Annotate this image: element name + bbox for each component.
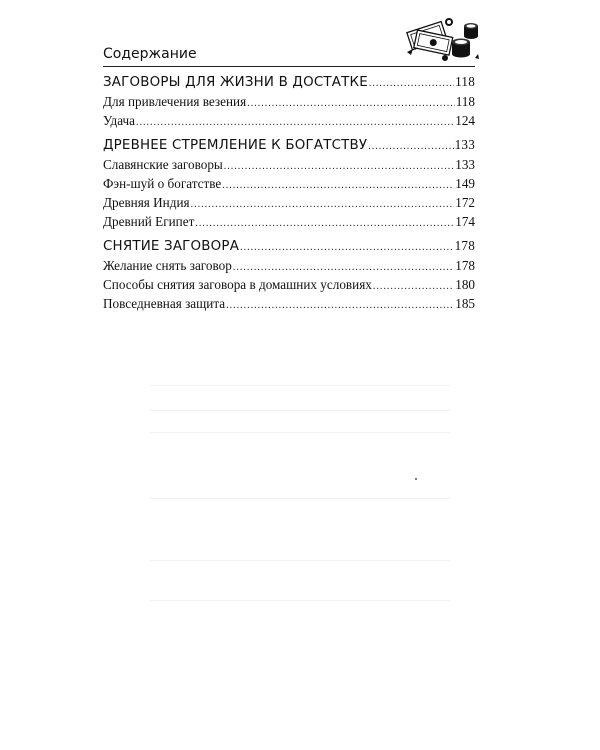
toc-entry bbox=[103, 295, 475, 314]
toc-entry-label: Способы снятия заговора в домашних условиях bbox=[103, 277, 372, 292]
show-through-line bbox=[150, 600, 450, 601]
toc-leader-dots bbox=[136, 114, 454, 131]
toc-leader-dots bbox=[247, 95, 455, 112]
toc-entry bbox=[103, 156, 475, 175]
toc-entry-label: Древняя Индия bbox=[103, 195, 190, 210]
toc-leader-dots bbox=[233, 259, 454, 276]
toc-leader-dots bbox=[191, 196, 455, 213]
toc-heading bbox=[103, 72, 475, 93]
table-of-contents bbox=[103, 72, 475, 318]
toc-page-number: 178 bbox=[454, 238, 475, 253]
toc-leader-dots bbox=[373, 278, 454, 295]
toc-entry-label: Повседневная защита bbox=[103, 296, 226, 311]
show-through-line bbox=[150, 498, 450, 499]
show-through-line bbox=[150, 385, 450, 386]
toc-entry-label: Фэн-шуй о богатстве bbox=[103, 176, 222, 191]
toc-heading bbox=[103, 236, 475, 257]
show-through-line bbox=[150, 432, 450, 433]
toc-page-number: 174 bbox=[455, 214, 475, 229]
toc-page-number: 118 bbox=[455, 74, 475, 89]
header-title: Содержание bbox=[103, 46, 197, 62]
toc-page-number: 149 bbox=[455, 176, 475, 191]
toc-leader-dots bbox=[222, 177, 454, 194]
toc-heading-label: СНЯТИЕ ЗАГОВОРА bbox=[103, 239, 240, 254]
toc-heading bbox=[103, 135, 475, 156]
toc-entry bbox=[103, 175, 475, 194]
toc-entry-label: Для привлечения везения bbox=[103, 94, 247, 109]
toc-section bbox=[103, 72, 475, 131]
money-coins-icon bbox=[405, 14, 479, 62]
toc-entry-label: Древний Египет bbox=[103, 214, 195, 229]
toc-entry-label: Удача bbox=[103, 113, 136, 128]
toc-section bbox=[103, 236, 475, 314]
toc-section bbox=[103, 135, 475, 232]
toc-page-number: 178 bbox=[455, 258, 475, 273]
toc-entry bbox=[103, 112, 475, 131]
toc-leader-dots bbox=[226, 297, 454, 314]
show-through-line bbox=[150, 410, 450, 411]
toc-leader-dots bbox=[224, 158, 454, 175]
toc-leader-dots bbox=[195, 215, 454, 232]
paper-speck bbox=[415, 478, 417, 480]
toc-page-number: 118 bbox=[455, 94, 475, 109]
toc-entry bbox=[103, 213, 475, 232]
toc-heading-label: ДРЕВНЕЕ СТРЕМЛЕНИЕ К БОГАТСТВУ bbox=[103, 138, 368, 153]
toc-leader-dots bbox=[368, 137, 453, 156]
show-through-line bbox=[150, 560, 450, 561]
toc-page-number: 185 bbox=[455, 296, 475, 311]
toc-page-number: 133 bbox=[455, 157, 475, 172]
toc-page-number: 180 bbox=[455, 277, 475, 292]
toc-heading-label: ЗАГОВОРЫ ДЛЯ ЖИЗНИ В ДОСТАТКЕ bbox=[103, 75, 368, 90]
toc-page-number: 172 bbox=[455, 195, 475, 210]
toc-entry bbox=[103, 276, 475, 295]
running-header bbox=[103, 14, 475, 67]
toc-leader-dots bbox=[240, 238, 454, 257]
toc-page-number: 133 bbox=[454, 137, 475, 152]
toc-leader-dots bbox=[369, 74, 454, 93]
toc-entry bbox=[103, 194, 475, 213]
toc-entry-label: Славянские заговоры bbox=[103, 157, 223, 172]
toc-entry bbox=[103, 93, 475, 112]
toc-page-number: 124 bbox=[455, 113, 475, 128]
toc-entry-label: Желание снять заговор bbox=[103, 258, 232, 273]
toc-entry bbox=[103, 257, 475, 276]
